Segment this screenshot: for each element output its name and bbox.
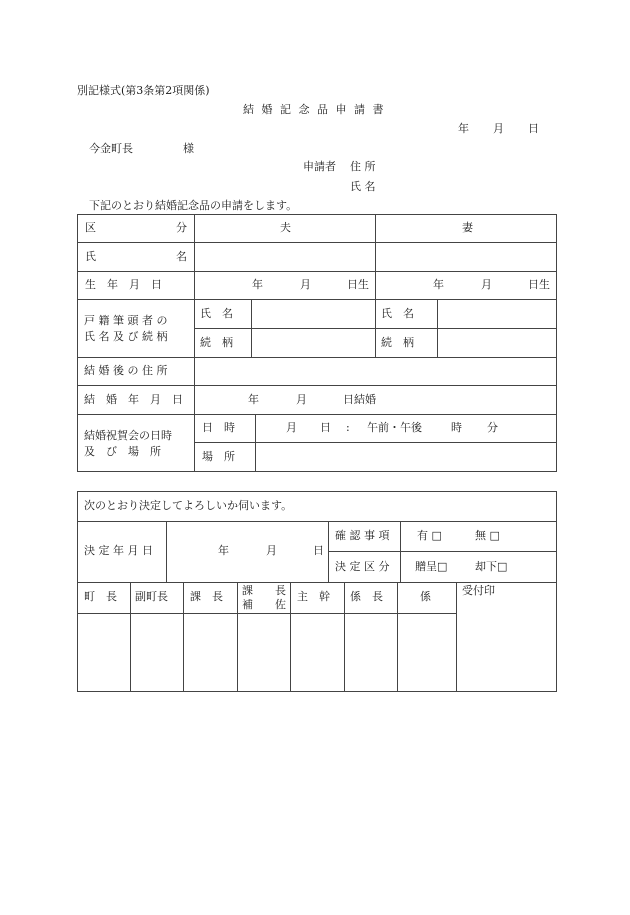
husband-head-name-label: 氏 名 [200,307,233,320]
approval-assistant-chief-2: 補 佐 [242,598,286,611]
header-month: 月 [493,122,504,135]
husband-birth-day: 日生 [347,278,369,291]
marriage-day: 日結婚 [343,393,376,406]
category-label: 区 [85,221,96,234]
marriage-date-label: 結 婚 年 月 日 [84,393,183,406]
party-ampm: 午前・午後 [367,421,422,434]
header-day: 日 [528,122,539,135]
party-place-field[interactable] [257,444,555,470]
approval-mayor: 町 長 [84,590,117,603]
post-marriage-address-label: 結 婚 後 の 住 所 [84,364,168,377]
confirm-label: 確 認 事 項 [335,529,390,542]
addressee: 今金町長 [89,142,133,155]
intro-text: 下記のとおり結婚記念品の申請をします。 [89,199,298,212]
party-colon: : [346,421,350,434]
wife-name-field[interactable] [377,244,555,270]
wife-head-name-label: 氏 名 [381,307,414,320]
approval-subsection-chief: 係 長 [350,590,383,603]
party-place-label: 場 所 [202,450,235,463]
family-head-label-1: 戸 籍 筆 頭 者 の [84,314,168,327]
gift-checkbox[interactable]: 贈呈□ [415,560,448,573]
category-label-end: 分 [176,221,187,234]
decision-class-label: 決 定 区 分 [335,560,390,573]
decision-month: 月 [266,544,277,557]
reception-stamp-label: 受付印 [462,584,495,597]
party-month: 月 [286,421,297,434]
wife-birth-month: 月 [481,278,492,291]
approval-clerk: 係 [420,590,431,603]
wife-birth-year: 年 [433,278,444,291]
party-label-1: 結婚祝賀会の日時 [84,429,172,442]
party-hour: 時 [451,421,462,434]
party-datetime-label: 日 時 [202,421,235,434]
approval-section-chief: 課 長 [190,590,223,603]
header-year: 年 [458,122,469,135]
party-label-2: 及 び 場 所 [84,445,161,458]
husband-birth-month: 月 [300,278,311,291]
applicant-label: 申請者 [303,160,336,173]
party-day: 日 [320,421,331,434]
approval-vice-mayor: 副町長 [135,590,168,603]
confirm-yes-checkbox[interactable]: 有 □ [417,529,442,542]
decision-day: 日 [313,544,324,557]
address-label: 住 所 [350,160,376,173]
husband-header: 夫 [280,221,291,234]
honorific: 様 [183,142,194,155]
husband-name-field[interactable] [196,244,373,270]
post-marriage-address-field[interactable] [196,359,555,384]
marriage-month: 月 [296,393,307,406]
form-reference: 別記様式(第3条第2項関係) [77,84,210,97]
form-title: 結 婚 記 念 品 申 請 書 [243,103,386,116]
decision-year: 年 [218,544,229,557]
wife-header: 妻 [462,221,473,234]
confirm-no-checkbox[interactable]: 無 □ [475,529,500,542]
decision-date-label: 決 定 年 月 日 [84,544,153,557]
wife-birth-day: 日生 [528,278,550,291]
approval-assistant-chief-1: 課 長 [242,584,286,597]
husband-head-relation-label: 続 柄 [200,336,233,349]
name-label: 氏 名 [350,180,376,193]
decision-note: 次のとおり決定してよろしいか伺います。 [84,499,293,512]
wife-head-relation-label: 続 柄 [381,336,414,349]
approval-director: 主 幹 [297,590,330,603]
family-head-label-2: 氏 名 及 び 続 柄 [84,330,168,343]
husband-birth-year: 年 [252,278,263,291]
reject-checkbox[interactable]: 却下□ [475,560,508,573]
birthdate-label: 生 年 月 日 [85,278,162,291]
name-row-label-end: 名 [176,250,187,263]
party-minute: 分 [487,421,498,434]
marriage-year: 年 [248,393,259,406]
name-row-label: 氏 [85,250,96,263]
